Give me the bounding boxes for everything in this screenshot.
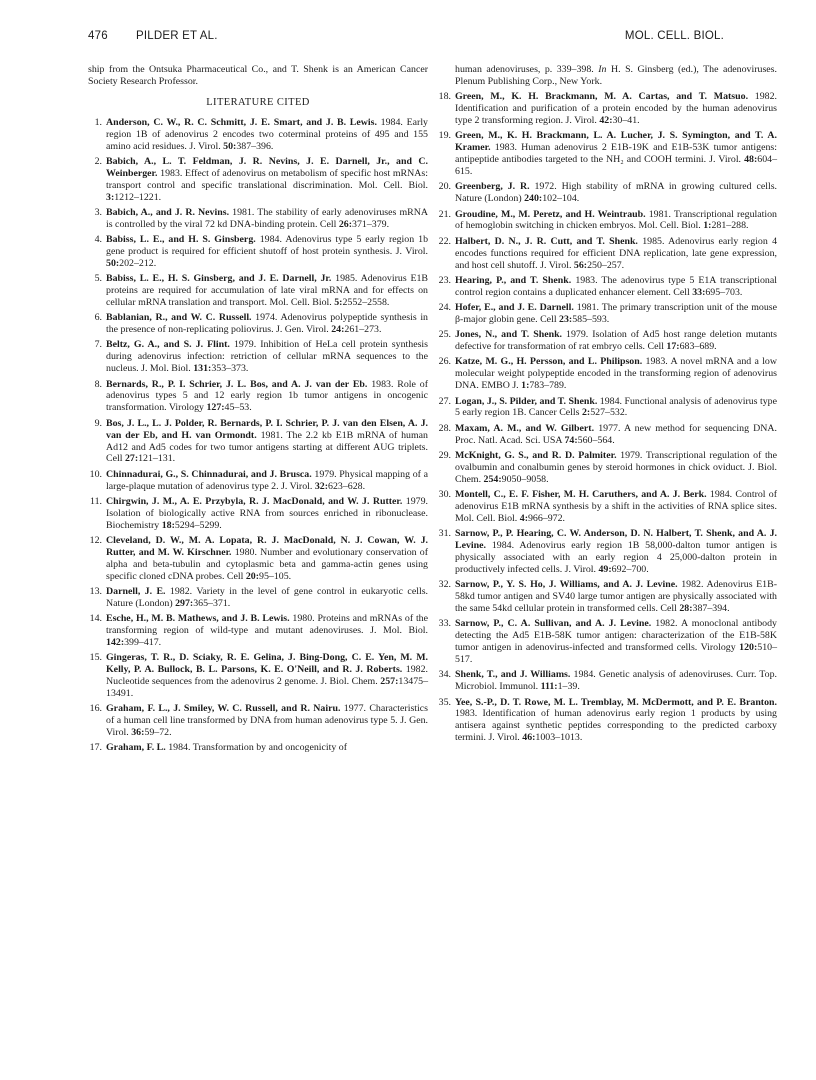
- reference-authors: McKnight, G. S., and R. D. Palmiter.: [455, 449, 617, 461]
- reference-text: 1984. Transformation by and oncogenicity of: [168, 742, 348, 754]
- reference-authors: Chinnadurai, G., S. Chinnadurai, and J. Brusca.: [106, 468, 312, 480]
- reference-authors: Graham, F. L., J. Smiley, W. C. Russell, and R. Nairu.: [106, 703, 341, 715]
- reference-text: 1979. Transcriptional regulation of the ovalbumin and conalbumin genes by steroid hormones in chick oviduct. J. Biol. Chem.: [455, 449, 778, 485]
- reference-authors: Anderson, C. W., R. C. Schmitt, J. E. Smart, and J. B. Lewis.: [106, 116, 377, 128]
- reference-item: [437, 579, 777, 615]
- reference-pages: 585–593.: [572, 313, 610, 325]
- reference-item: [88, 379, 428, 415]
- reference-number: 29.: [438, 449, 451, 461]
- reference-text: 1983. Role of adenovirus types 5 and 12 early region 1b tumor antigens in oncogenic transformation. Virology: [106, 378, 428, 414]
- reference-text: 1977. A new method for sequencing DNA. Proc. Natl. Acad. Sci. USA: [455, 422, 777, 446]
- reference-volume: 17:: [666, 341, 680, 353]
- reference-item: [88, 418, 428, 466]
- reference-item: [88, 652, 428, 700]
- reference-authors: Cleveland, D. W., M. A. Lopata, R. J. MacDonald, N. J. Cowan, W. J. Rutter, and M. W. Kirschner.: [106, 535, 428, 558]
- reference-item: [437, 697, 777, 745]
- reference-text: 1982. Adenovirus E1B-58kd tumor antigen and SV40 large tumor antigen are physically associated with the same 54kd cellular protein in transformed cells. Cell: [455, 579, 777, 615]
- journal-name: MOL. CELL. BIOL.: [624, 30, 724, 42]
- reference-item: [437, 181, 777, 205]
- reference-item: [437, 91, 777, 127]
- reference-text: 1972. High stability of mRNA in growing cultured cells. Nature (London): [455, 181, 778, 205]
- reference-pages: 2552–2558.: [342, 296, 390, 308]
- reference-text: 1983. A novel mRNA and a low molecular weight polypeptide encoded in the transforming region of adenovirus DNA. EMBO J.: [455, 356, 778, 392]
- reference-text: 1982. Variety in the level of gene control in eukaryotic cells. Nature (London): [106, 586, 429, 609]
- reference-text: 1980. Proteins and mRNAs of the transforming region of wild-type and mutant adenoviruses. J. Mol. Biol.: [106, 613, 429, 637]
- reference-number: 19.: [438, 130, 451, 142]
- right-column: [437, 64, 777, 748]
- reference-authors: Hofer, E., and J. E. Darnell.: [455, 302, 574, 314]
- reference-number: 13.: [89, 586, 102, 598]
- reference-pages: 13475–13491.: [106, 676, 429, 700]
- reference-item: [437, 423, 777, 447]
- reference-volume: 24:: [331, 324, 345, 336]
- reference-volume: 50:: [223, 140, 237, 152]
- reference-text: 1984. Functional analysis of adenovirus type 5 early region 1B. Cancer Cells: [455, 395, 778, 419]
- reference-volume: 74:: [564, 434, 578, 446]
- reference-number: 3.: [94, 206, 102, 218]
- reference-number: 23.: [438, 274, 451, 286]
- reference-pages: 102–104.: [542, 193, 580, 205]
- reference-pages: 202–212.: [119, 257, 157, 269]
- reference-authors: Logan, J., S. Pilder, and T. Shenk.: [455, 395, 598, 407]
- reference-item: [88, 496, 428, 532]
- reference-authors: Babich, A., L. T. Feldman, J. R. Nevins, J. E. Darnell, Jr., and C. Weinberger.: [106, 155, 428, 179]
- reference-pages: 261–273.: [344, 324, 382, 336]
- reference-17-continuation: human adenoviruses, p. 339–398. In H. S. Ginsberg (ed.), The adenoviruses. Plenum Publishing Corp., New York.: [455, 64, 777, 87]
- reference-text: 1984. Early region 1B of adenovirus 2 encodes two coterminal proteins of 495 and 155 amino acid residues. J. Virol.: [106, 116, 428, 152]
- reference-volume: 26:: [338, 218, 353, 230]
- reference-item: [437, 236, 777, 272]
- reference-authors: Bablanian, R., and W. C. Russell.: [106, 312, 252, 324]
- reference-pages: 560–564.: [577, 434, 615, 446]
- reference-volume: 131:: [193, 363, 212, 375]
- reference-text: 1982. Identification and purification of a protein encoded by the human adenovirus type 2 transforming region. J. Virol.: [455, 91, 777, 127]
- reference-item: [437, 302, 777, 326]
- reference-pages: 966–972.: [527, 512, 566, 524]
- reference-item: [437, 489, 777, 525]
- reference-text: 1982. A monoclonal antibody detecting the Ad5 E1B-58K tumor antigen: characterization of the E1B-58K tumor antigen in adenovirus-infected and transformed cells. Virology: [455, 618, 777, 654]
- reference-text: 1979. Physical mapping of a large-plaque mutation of adenovirus type 2. J. Virol.: [106, 468, 428, 492]
- reference-number: 35.: [438, 696, 451, 708]
- reference-pages: 371–379.: [352, 218, 390, 230]
- reference-authors: Bernards, R., P. I. Schrier, J. L. Bos, and A. J. van der Eb.: [106, 378, 368, 390]
- reference-item: [437, 275, 777, 299]
- reference-number: 11.: [90, 495, 102, 507]
- reference-volume: 28:: [679, 603, 693, 615]
- reference-volume: 257:: [380, 676, 399, 688]
- reference-number: 6.: [94, 312, 102, 324]
- reference-number: 28.: [438, 422, 451, 434]
- reference-item: [437, 356, 777, 392]
- reference-item: [437, 396, 777, 420]
- reference-number: 2.: [94, 155, 102, 167]
- reference-text: 1979. Inhibition of HeLa cell protein synthesis during adenovirus infection: retriction of cellular mRNA sequences to the nucleus. J. Mol. Biol.: [106, 339, 429, 375]
- reference-text: 1984. Adenovirus early region 1B 58,000-dalton tumor antigen is physically associated with an early region 4 25,000-dalton protein in productively infected cells. J. Virol.: [455, 540, 778, 575]
- reference-authors: Yee, S.-P., D. T. Rowe, M. L. Tremblay, M. McDermott, and P. E. Branton.: [455, 696, 777, 708]
- reference-volume: 5:: [334, 296, 343, 308]
- reference-volume: 111:: [540, 681, 558, 693]
- reference-item: [88, 742, 428, 754]
- reference-item: [437, 450, 777, 486]
- reference-pages: 387–394.: [692, 603, 730, 615]
- reference-number: 34.: [438, 669, 451, 681]
- reference-number: 18.: [438, 91, 451, 103]
- reference-pages: 783–789.: [529, 380, 567, 392]
- reference-pages: 45–53.: [224, 402, 252, 414]
- reference-text: 1977. Characteristics of a human cell line transformed by DNA from human adenovirus type 5. J. Gen. Virol.: [106, 703, 429, 739]
- reference-text: 1981. The primary transcription unit of the mouse β-major globin gene. Cell: [455, 302, 777, 325]
- reference-number: 5.: [94, 273, 102, 285]
- reference-volume: 36:: [131, 727, 145, 739]
- reference-text: 1981. The 2.2 kb E1B mRNA of human Ad12 and Ad5 codes for two tumor antigens starting at different AUG triplets. Cell: [106, 429, 428, 465]
- reference-authors: Graham, F. L.: [106, 742, 166, 754]
- reference-item: [88, 339, 428, 375]
- reference-item: [437, 528, 777, 576]
- reference-list-right: [437, 91, 777, 744]
- reference-text: 1985. Adenovirus early region 4 encodes functions required for efficient DNA replication, late gene expression, and host cell shutoff. J. Virol.: [455, 235, 778, 271]
- reference-authors: Greenberg, J. R.: [455, 181, 530, 193]
- reference-authors: Beltz, G. A., and S. J. Flint.: [106, 339, 230, 351]
- reference-pages: 250–257.: [587, 259, 625, 271]
- reference-volume: 27:: [124, 453, 139, 465]
- reference-pages: 1212–1221.: [114, 191, 162, 203]
- reference-item: [437, 329, 777, 353]
- left-column: [88, 64, 428, 758]
- running-authors: PILDER ET AL.: [136, 30, 218, 42]
- reference-pages: 1–39.: [557, 681, 580, 693]
- reference-pages: 281–288.: [711, 220, 749, 232]
- reference-authors: Katze, M. G., H. Persson, and L. Philipson.: [455, 356, 643, 368]
- reference-pages: 623–628.: [328, 480, 366, 492]
- reference-volume: 240:: [524, 193, 543, 205]
- reference-item: [88, 207, 428, 231]
- reference-item: [437, 669, 777, 693]
- reference-volume: 23:: [559, 313, 573, 325]
- reference-volume: 56:: [573, 259, 588, 271]
- reference-number: 9.: [94, 417, 102, 429]
- reference-authors: Maxam, A. M., and W. Gilbert.: [455, 422, 595, 434]
- reference-text: 1974. Adenovirus polypeptide synthesis in the presence of non-replicating poliovirus. J. Gen. Virol.: [106, 312, 428, 336]
- reference-pages: 399–417.: [124, 637, 162, 649]
- reference-number: 7.: [94, 339, 102, 351]
- reference-number: 20.: [438, 181, 451, 193]
- reference-text: 1984. Control of adenovirus E1B mRNA synthesis by a shift in the activities of RNA splice sites. Mol. Cell. Biol.: [455, 489, 778, 524]
- reference-pages: 365–371.: [193, 597, 231, 609]
- reference-pages: 95–105.: [259, 570, 292, 582]
- reference-volume: 48:: [744, 154, 758, 166]
- reference-authors: Bos, J. L., L. J. Polder, R. Bernards, P. I. Schrier, P. J. van den Elsen, A. J. van der Eb, and H. van Ormondt.: [106, 417, 428, 441]
- reference-pages: 59–72.: [144, 727, 172, 739]
- reference-item: [88, 273, 428, 309]
- reference-volume: 1:: [521, 380, 530, 392]
- reference-authors: Halbert, D. N., J. R. Cutt, and T. Shenk.: [455, 235, 638, 247]
- reference-number: 21.: [438, 208, 451, 220]
- reference-number: 15.: [89, 652, 102, 664]
- reference-item: [88, 535, 428, 583]
- reference-text: 1981. Transcriptional regulation of hemoglobin switching in chicken embryos. Mol. Cell. Biol.: [455, 208, 777, 232]
- reference-item: [88, 156, 428, 204]
- reference-pages: 353–373.: [211, 363, 249, 375]
- reference-number: 24.: [438, 302, 451, 314]
- reference-authors: Darnell, J. E.: [106, 586, 166, 598]
- reference-volume: 42:: [599, 115, 613, 127]
- reference-pages: 9050–9058.: [501, 473, 549, 485]
- reference-pages: 387–396.: [236, 140, 274, 152]
- reference-number: 12.: [89, 535, 102, 547]
- reference-authors: Hearing, P., and T. Shenk.: [455, 274, 572, 286]
- reference-authors: Montell, C., E. F. Fisher, M. H. Caruthers, and A. J. Berk.: [455, 489, 707, 501]
- reference-text: 1985. Adenovirus E1B proteins are required for accumulation of late viral mRNA and for effects on cellular mRNA translation and transport. Mol. Cell. Biol.: [106, 273, 429, 308]
- reference-authors: Babich, A., and J. R. Nevins.: [106, 206, 230, 218]
- reference-text: 1983. The adenovirus type 5 E1A transcriptional control region contains a duplicated enhancer element. Cell: [455, 274, 777, 298]
- reference-text: 1980. Number and evolutionary conservation of alpha and beta-tubulin and cytoplasmic beta and gamma-actin genes using specific cloned cDNA probes. Cell: [106, 546, 428, 582]
- reference-pages: 695–703.: [705, 286, 743, 298]
- reference-pages: 121–131.: [138, 453, 176, 465]
- reference-number: 27.: [438, 395, 451, 407]
- reference-text: 1984. Genetic analysis of adenoviruses. Curr. Top. Microbiol. Immunol.: [455, 669, 777, 693]
- reference-item: [437, 209, 777, 233]
- reference-item: [88, 469, 428, 493]
- running-header: [88, 30, 724, 46]
- reference-volume: 33:: [692, 286, 706, 298]
- reference-pages: 5294–5299.: [174, 519, 222, 531]
- reference-volume: 1:: [703, 220, 712, 232]
- reference-item: [437, 618, 777, 666]
- reference-item: [88, 234, 428, 270]
- reference-item: [88, 613, 428, 649]
- reference-item: [88, 586, 428, 610]
- reference-authors: Gingeras, T. R., D. Sciaky, R. E. Gelina, J. Bing-Dong, C. E. Yen, M. M. Kelly, P. A. Bullock, B. L. Parsons, K. E. O'Neill, and R. J. Roberts.: [106, 652, 428, 676]
- reference-number: 1.: [94, 116, 102, 128]
- reference-item: [88, 312, 428, 336]
- reference-volume: 127:: [206, 402, 225, 414]
- reference-pages: 683–689.: [679, 341, 717, 353]
- reference-number: 8.: [94, 378, 102, 390]
- reference-volume: 2:: [581, 407, 591, 419]
- reference-pages: 510–517.: [455, 642, 778, 666]
- reference-number: 30.: [438, 489, 451, 501]
- reference-number: 10.: [89, 468, 102, 480]
- reference-item: [437, 130, 777, 178]
- reference-authors: Sarnow, P., Y. S. Ho, J. Williams, and A. J. Levine.: [455, 579, 678, 591]
- reference-text: 1983. Identification of human adenovirus early region 1 products by using antisera against synthetic peptides corresponding to the predicted carboxy termini. J. Virol.: [455, 708, 777, 744]
- reference-volume: 18:: [161, 519, 175, 531]
- reference-number: 31.: [438, 528, 451, 540]
- reference-volume: 254:: [483, 473, 502, 485]
- reference-number: 14.: [89, 613, 102, 625]
- reference-text: 1979. Isolation of Ad5 host range deletion mutants defective for transformation of rat embryo cells. Cell: [455, 329, 778, 353]
- reference-authors: Sarnow, P., P. Hearing, C. W. Anderson, D. N. Halbert, T. Shenk, and A. J. Levine.: [455, 528, 777, 552]
- section-title: LITERATURE CITED: [206, 96, 310, 108]
- reference-number: 4.: [94, 234, 102, 246]
- reference-text: 1979. Isolation of biologically active RNA from sources enriched in ribonuclease. Biochemistry: [106, 495, 429, 531]
- reference-number: 32.: [438, 579, 451, 591]
- reference-pages: 1003–1013.: [535, 732, 583, 744]
- reference-pages: 527–532.: [590, 407, 628, 419]
- reference-volume: 49:: [598, 563, 612, 575]
- reference-item: [88, 703, 428, 739]
- reference-volume: 4:: [519, 512, 528, 524]
- reference-volume: 50:: [106, 257, 120, 269]
- reference-authors: Babiss, L. E., H. S. Ginsberg, and J. E. Darnell, Jr.: [106, 273, 332, 285]
- reference-authors: Green, M., K. H. Brackmann, M. A. Cartas, and T. Matsuo.: [455, 91, 749, 103]
- reference-volume: 32:: [314, 480, 329, 492]
- reference-authors: Babiss, L. E., and H. S. Ginsberg.: [106, 234, 256, 246]
- reference-pages: 692–700.: [611, 563, 649, 575]
- acknowledgment-text: ship from the Ontsuka Pharmaceutical Co., and T. Shenk is an American Cancer Society Research Professor.: [88, 64, 428, 87]
- reference-number: 17.: [89, 742, 102, 754]
- reference-volume: 142:: [106, 637, 125, 649]
- reference-authors: Green, M., K. H. Brackmann, L. A. Lucher, J. S. Symington, and T. A. Kramer.: [455, 130, 777, 154]
- reference-authors: Sarnow, P., C. A. Sullivan, and A. J. Levine.: [455, 618, 652, 630]
- reference-number: 26.: [438, 356, 451, 368]
- reference-number: 22.: [438, 235, 451, 247]
- reference-pages: 604–615.: [455, 154, 777, 178]
- reference-text: 1983. Effect of adenovirus on metabolism of specific host mRNAs: transport control and specific translational discrimination. Mol. Cell. Biol.: [106, 167, 428, 191]
- reference-list-left: [88, 117, 428, 755]
- reference-item: [88, 117, 428, 153]
- reference-volume: 20:: [245, 570, 260, 582]
- reference-authors: Esche, H., M. B. Mathews, and J. B. Lewis.: [106, 613, 290, 625]
- reference-authors: Groudine, M., M. Peretz, and H. Weintraub.: [455, 208, 646, 220]
- reference-number: 33.: [438, 618, 451, 630]
- page-number: 476: [88, 30, 108, 42]
- reference-pages: 30–41.: [612, 115, 640, 127]
- reference-text: 1981. The stability of early adenoviruses mRNA is controlled by the viral 72 kd DNA-binding protein. Cell: [106, 206, 429, 230]
- reference-text: 1983. Human adenovirus 2 E1B-19K and E1B-53K tumor antigens: antipeptide antibodies targeted to the NH₂ and COOH termini. J. Virol.: [455, 142, 777, 166]
- reference-volume: 46:: [522, 732, 536, 744]
- reference-text: 1984. Adenovirus type 5 early region 1b gene product is required for efficient shutoff of host protein synthesis. J. Virol.: [106, 234, 429, 257]
- reference-number: 16.: [89, 703, 102, 715]
- reference-authors: Jones, N., and T. Shenk.: [455, 329, 563, 341]
- reference-number: 25.: [438, 329, 451, 341]
- reference-volume: 3:: [106, 191, 115, 203]
- reference-volume: 297:: [175, 597, 194, 609]
- reference-text: 1982. Nucleotide sequences from the adenovirus 2 genome. J. Biol. Chem.: [106, 664, 429, 688]
- reference-volume: 120:: [739, 642, 758, 654]
- reference-authors: Shenk, T., and J. Williams.: [455, 669, 571, 681]
- reference-authors: Chirgwin, J. M., A. E. Przybyla, R. J. MacDonald, and W. J. Rutter.: [106, 495, 403, 507]
